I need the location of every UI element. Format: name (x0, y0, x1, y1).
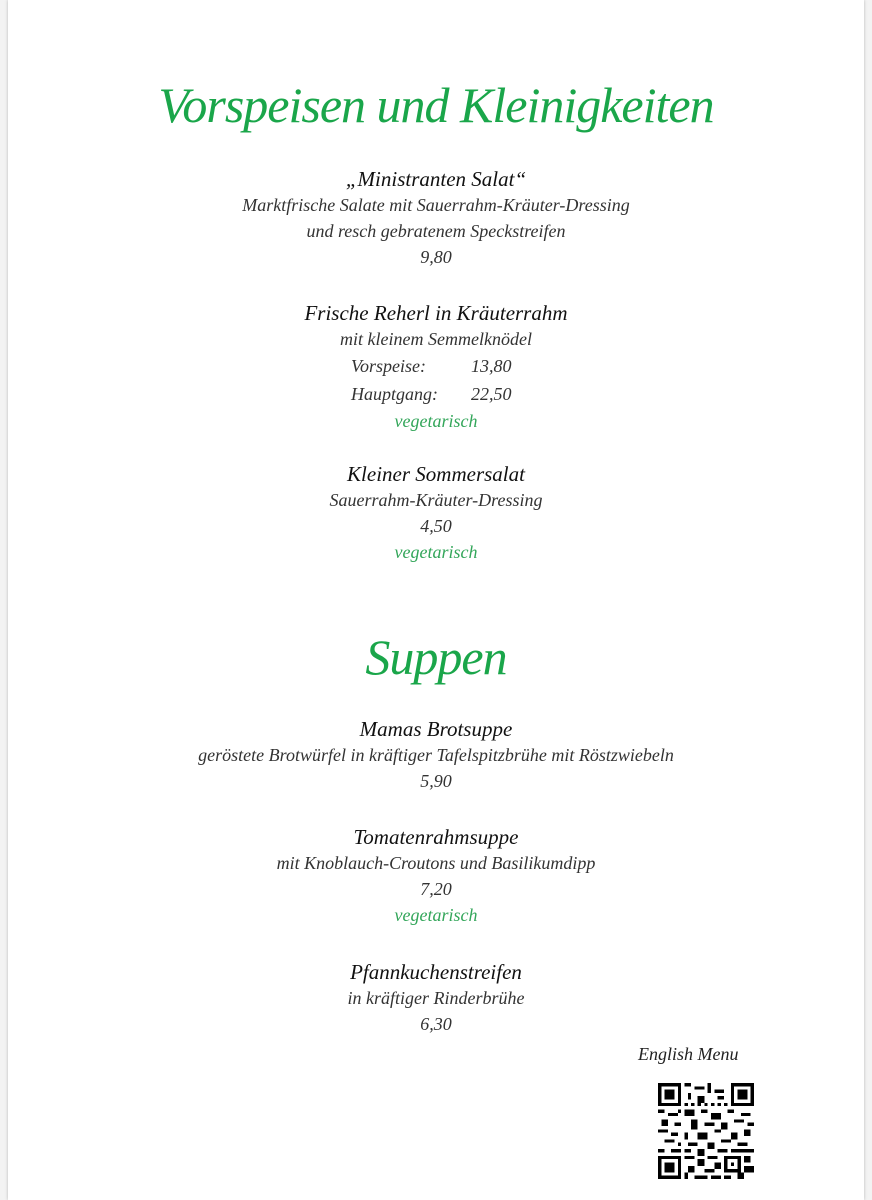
menu-item-mamas-brotsuppe (8, 716, 864, 794)
menu-item-pfannkuchenstreifen (8, 959, 864, 1037)
item-description: und resch gebratenem Speckstreifen (306, 221, 566, 241)
section-title-vorspeisen: Vorspeisen und Kleinigkeiten (158, 77, 714, 133)
item-price: 6,30 (420, 1014, 452, 1034)
vegetarian-tag: vegetarisch (394, 542, 478, 562)
item-description: mit kleinem Semmelknödel (340, 329, 532, 349)
menu-page (8, 0, 864, 1200)
price-label: Vorspeise: (351, 356, 426, 376)
item-description: geröstete Brotwürfel in kräftiger Tafelspitzbrühe mit Röstzwiebeln (198, 745, 674, 765)
item-name: Tomatenrahmsuppe (353, 825, 519, 849)
menu-item-kleiner-sommersalat (8, 461, 864, 565)
qr-code-icon[interactable] (658, 1083, 754, 1179)
item-description: Marktfrische Salate mit Sauerrahm-Kräuter-Dressing (242, 195, 630, 215)
item-description: in kräftiger Rinderbrühe (347, 988, 525, 1008)
item-name: Kleiner Sommersalat (347, 462, 525, 486)
item-name: Pfannkuchenstreifen (350, 960, 522, 984)
item-price: 5,90 (420, 771, 452, 791)
price-value: 22,50 (471, 384, 512, 404)
price-label: Hauptgang: (351, 384, 438, 404)
item-price: 4,50 (420, 516, 452, 536)
menu-item-frische-reherl (8, 300, 864, 434)
item-description: Sauerrahm-Kräuter-Dressing (329, 490, 543, 510)
vegetarian-tag: vegetarisch (394, 905, 478, 925)
price-value: 13,80 (471, 356, 512, 376)
section-title-suppen: Suppen (365, 629, 507, 685)
menu-item-tomatenrahmsuppe (8, 824, 864, 928)
vegetarian-tag: vegetarisch (394, 411, 478, 431)
item-name: „Ministranten Salat“ (345, 167, 527, 191)
english-menu-label: English Menu (638, 1044, 739, 1064)
item-price: 7,20 (420, 879, 452, 899)
item-description: mit Knoblauch-Croutons und Basilikumdipp (276, 853, 596, 873)
price-row-vorspeise (8, 352, 864, 380)
item-name: Frische Reherl in Kräuterrahm (304, 301, 568, 325)
menu-item-ministranten-salat (8, 166, 864, 270)
item-price: 9,80 (420, 247, 452, 267)
price-row-hauptgang (8, 380, 864, 408)
item-name: Mamas Brotsuppe (359, 717, 513, 741)
